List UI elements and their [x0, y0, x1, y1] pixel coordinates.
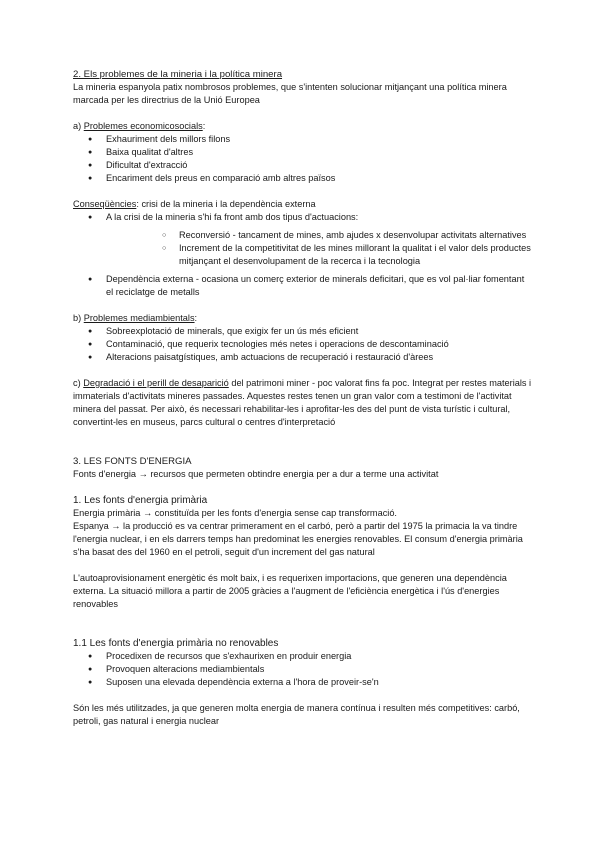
- heritage-text: del patrimoni miner - poc valorat fins fa poc. Integrat per restes materials i immaterials d'activitats mineres passades. Aquestes restes tenen un gran valor com a testimoni de l'activitat minera del passat. Per això, és necessari rehabilitar-les i aprofitar-les des del punt de vista turístic i cultural, convertint-les en museus, parcs cultural o centres d'interpretació: [73, 378, 532, 427]
- heritage-prefix: c): [73, 378, 84, 388]
- list-item: ● Suposen una elevada dependència externa a l'hora de proveir-se'n: [73, 676, 533, 689]
- consequences-list: [73, 211, 533, 299]
- problems-economic-suffix: :: [202, 121, 206, 131]
- problems-environmental-heading: [73, 312, 533, 325]
- list-item: ● Exhauriment dels millors filons: [73, 133, 533, 146]
- sublist-item: ○ Increment de la competitivitat de les mines millorant la qualitat i el valor dels productes mitjançant el desenvolupament de la recerca i la tecnologia: [106, 242, 533, 268]
- list-item: ● Alteracions paisatgístiques, amb actuacions de recuperació i restauració d'àrees: [73, 351, 533, 364]
- list-item: ● Dependència externa - ocasiona un comerç exterior de minerals deficitari, que es vol pal·liar fomentant el reciclatge de metalls: [73, 273, 533, 299]
- environmental-problems-list: [73, 325, 533, 364]
- list-item: ● Sobreexplotació de minerals, que exigix fer un ús més eficient: [73, 325, 533, 338]
- consequences-line: [73, 198, 533, 211]
- document-page: [73, 68, 533, 728]
- problems-environmental-suffix: :: [194, 313, 198, 323]
- actions-sublist: [106, 229, 533, 268]
- section-3-heading: 3. LES FONTS D'ENERGIA: [73, 456, 192, 467]
- section-2-heading: 2. Els problemes de la mineria i la política minera: [73, 69, 283, 80]
- most-used-paragraph: Són les més utilitzades, ja que generen molta energia de manera contínua i resulten més competitives: carbó, petroli, gas natural i energia nuclear: [73, 703, 520, 726]
- consequences-title: Conseqüències: [73, 199, 137, 209]
- list-item: ● Dificultat d'extracció: [73, 159, 533, 172]
- section-2-intro: La mineria espanyola patix nombrosos problemes, que s'intenten solucionar mitjançant una política minera marcada per les directrius de la Unió Europea: [73, 82, 507, 105]
- list-item: [73, 211, 533, 268]
- sublist-item: ○ Reconversió - tancament de mines, amb ajudes x desenvolupar activitats alternatives: [106, 229, 533, 242]
- primary-energy-spain: Espanya → la producció es va centrar primerament en el carbó, però a partir del 1975 la primacia la va tindre l'energia nuclear, i en els darrers temps han predominat les energies renovables. El consum d'energia primària s'ha basat des del 1960 en el petroli, seguit d'un increment del gas natural: [73, 521, 523, 557]
- self-supply-paragraph: L'autoaprovisionament energètic és molt baix, i es requerixen importacions, que generen una dependència externa. La situació millora a partir de 2005 gràcies a l'augment de l'eficiència energètica i l'ús d'energies renovables: [73, 573, 507, 609]
- list-item: ● Encariment dels preus en comparació amb altres països: [73, 172, 533, 185]
- energy-sources-definition: Fonts d'energia → recursos que permeten obtindre energia per a dur a terme una activitat: [73, 469, 439, 479]
- problems-environmental-prefix: b): [73, 313, 84, 323]
- problems-environmental-title: Problemes mediambientals: [83, 313, 195, 323]
- non-renewable-heading: 1.1 Les fonts d'energia primària no renovables: [73, 638, 279, 649]
- list-item: ● Provoquen alteracions mediambientals: [73, 663, 533, 676]
- consequences-text: : crisi de la mineria i la dependència externa: [136, 199, 316, 209]
- list-item-text: A la crisi de la mineria s'hi fa front amb dos tipus d'actuacions:: [106, 212, 359, 222]
- problems-economic-heading: [73, 120, 533, 133]
- problems-economic-title: Problemes economicosocials: [83, 121, 203, 131]
- primary-energy-definition: Energia primària → constituïda per les fonts d'energia sense cap transformació.: [73, 508, 397, 518]
- list-item: ● Baixa qualitat d'altres: [73, 146, 533, 159]
- non-renewable-list: [73, 650, 533, 689]
- problems-economic-prefix: a): [73, 121, 84, 131]
- heritage-paragraph: [73, 377, 533, 429]
- economic-problems-list: [73, 133, 533, 185]
- list-item: ● Contaminació, que requerix tecnologies més netes i operacions de descontaminació: [73, 338, 533, 351]
- primary-energy-heading: 1. Les fonts d'energia primària: [73, 495, 208, 506]
- list-item: ● Procedixen de recursos que s'exhaurixen en produir energia: [73, 650, 533, 663]
- heritage-title: Degradació i el perill de desaparició: [83, 378, 229, 388]
